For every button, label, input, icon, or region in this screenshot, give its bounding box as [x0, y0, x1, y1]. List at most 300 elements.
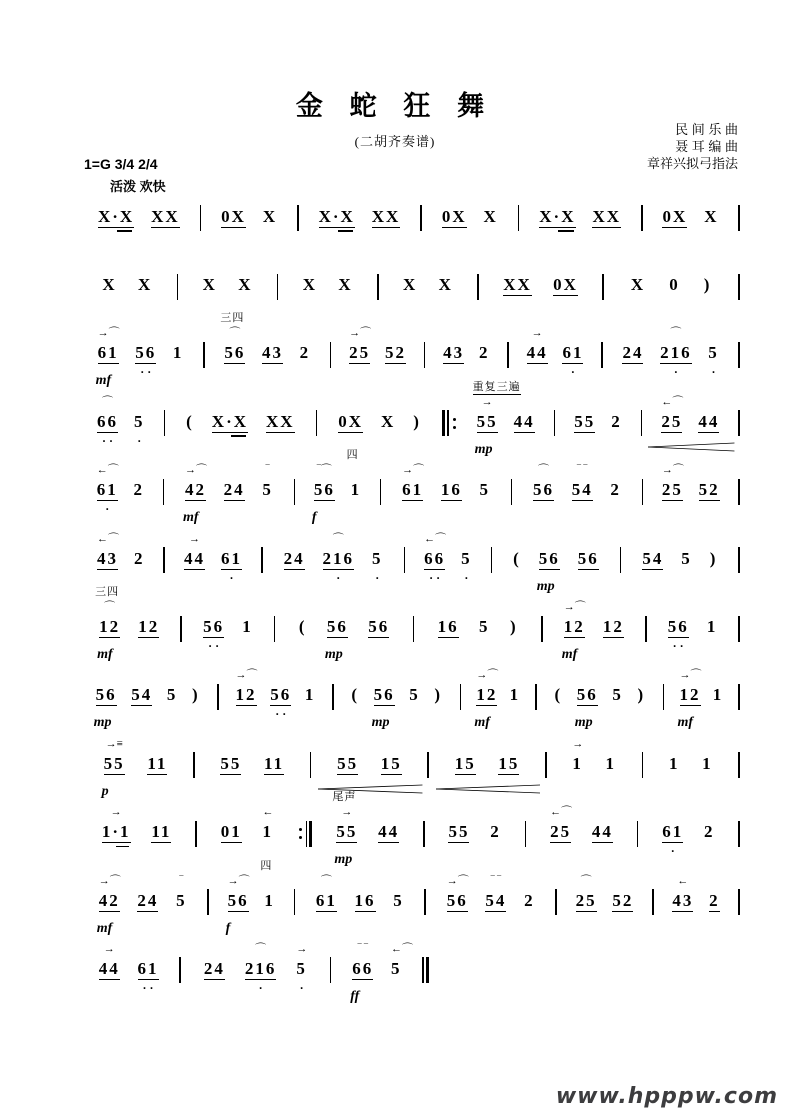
measure — [379, 275, 478, 298]
note-text: 56 — [667, 617, 689, 637]
note-text: 5 — [166, 685, 178, 705]
note-text: 5 — [391, 958, 402, 978]
note-text: 1 — [264, 890, 275, 910]
measure — [78, 942, 179, 995]
page-title: 金 蛇 狂 舞 — [295, 91, 495, 121]
note — [434, 685, 442, 708]
note — [514, 412, 535, 435]
note-text: 15 — [454, 753, 476, 773]
note — [479, 617, 490, 640]
note — [391, 942, 413, 982]
note — [203, 275, 217, 298]
barline — [738, 616, 740, 642]
note-text: 52 — [384, 343, 406, 363]
repeat-dot — [453, 418, 456, 421]
note-text: 1 — [605, 753, 617, 773]
octave-dots: · — [673, 365, 678, 380]
note-text: 54 — [131, 685, 153, 705]
note — [510, 617, 518, 640]
measure — [78, 327, 203, 389]
note — [238, 275, 252, 298]
note-text: XX — [266, 411, 295, 431]
measure — [78, 806, 195, 845]
note — [611, 412, 622, 435]
note-text: 5 — [393, 890, 404, 910]
measure — [197, 806, 297, 845]
note-text: 25 — [550, 822, 572, 842]
annotation: 四 — [346, 449, 359, 462]
note — [439, 275, 453, 298]
measure — [604, 275, 739, 298]
note-text: X — [704, 206, 719, 226]
note-text: 1 — [242, 617, 253, 637]
note — [660, 327, 692, 380]
note-text: 15 — [380, 753, 402, 773]
note-text: 61 — [221, 548, 243, 568]
note — [349, 327, 372, 366]
note-text: 5 — [681, 548, 692, 568]
note-text: 43 — [443, 343, 465, 363]
note — [461, 548, 472, 585]
note-text: X — [137, 275, 153, 295]
sixteenth-underline — [338, 230, 353, 232]
note — [592, 822, 613, 845]
measure — [178, 275, 277, 298]
note-text: X·X — [211, 411, 249, 431]
measure — [643, 464, 738, 503]
bowing-mark: ←⌒ — [391, 942, 413, 955]
note-text: 5 — [479, 617, 490, 637]
bowing-mark: ⌒ — [255, 942, 267, 955]
bowing-mark: ← — [262, 806, 274, 819]
measure — [165, 412, 316, 435]
note-text: ) — [637, 685, 646, 705]
octave-dots: · — [137, 433, 142, 448]
note-text: X·X — [318, 206, 355, 226]
dynamic-mark: ff — [350, 988, 360, 1004]
note — [424, 532, 447, 585]
note-text: 5 — [372, 548, 383, 568]
note-text: 0X — [338, 411, 364, 431]
measure — [479, 275, 602, 298]
measure — [78, 275, 177, 298]
note-text: 24 — [622, 343, 644, 363]
bowing-mark: ⌒ — [670, 327, 682, 340]
note — [102, 275, 116, 298]
note-text: 42 — [184, 480, 206, 500]
note-text: 44 — [184, 548, 206, 568]
bowing-mark: → — [110, 806, 122, 819]
bowing-mark: →⌒ — [563, 601, 586, 614]
note — [260, 859, 275, 914]
measure — [654, 874, 739, 914]
measure — [295, 874, 424, 914]
bowing-mark: →⌒ — [235, 669, 258, 682]
note-text: 0X — [553, 275, 578, 295]
note-text: 25 — [349, 343, 371, 363]
note-text: 52 — [698, 480, 720, 500]
note-text: 54 — [485, 890, 507, 910]
measure — [557, 874, 652, 914]
barline — [738, 410, 740, 436]
note-text: 24 — [283, 548, 305, 568]
note — [184, 532, 206, 572]
note — [351, 685, 359, 708]
note — [603, 617, 624, 640]
note — [138, 275, 152, 298]
note — [98, 942, 120, 982]
note-text: 2 — [524, 890, 535, 910]
note-text: 24 — [223, 480, 245, 500]
measure — [317, 412, 442, 435]
bowing-mark: →⌒ — [402, 464, 425, 477]
repeat-dot — [299, 828, 302, 831]
note-text: 5 — [134, 411, 145, 431]
measure — [164, 464, 293, 526]
note — [372, 207, 401, 230]
note-text: 25 — [661, 411, 683, 431]
note — [303, 275, 317, 298]
note — [662, 822, 684, 859]
bowing-mark: ←⌒ — [96, 532, 119, 545]
note-text: 2 — [299, 343, 311, 363]
measure — [381, 464, 510, 503]
octave-dots: · · — [429, 570, 441, 585]
note — [151, 207, 180, 230]
note-text: X — [630, 275, 646, 295]
dynamic-mark: mp — [536, 578, 555, 594]
note-text: X — [262, 206, 278, 226]
note — [526, 327, 548, 366]
note-text: 44 — [526, 343, 548, 363]
credit-line-source: 民 间 乐 曲 — [675, 122, 738, 137]
measure — [311, 754, 427, 777]
note — [133, 480, 144, 503]
note-text: 56 — [577, 548, 599, 568]
measure — [205, 312, 330, 366]
note-text: ) — [191, 685, 200, 705]
barline — [426, 957, 429, 983]
bowing-mark: ‾ — [265, 464, 270, 477]
note-text: X·X — [97, 206, 135, 226]
sixteenth-underline — [231, 435, 246, 437]
note-text: 2 — [704, 822, 715, 842]
note — [536, 548, 560, 594]
octave-dots: · · — [140, 365, 152, 380]
bowing-mark: → — [296, 942, 308, 955]
note — [661, 395, 684, 435]
note — [167, 685, 178, 708]
note — [704, 207, 718, 230]
note — [485, 874, 507, 914]
note — [661, 464, 684, 503]
note-text: 43 — [96, 548, 118, 568]
measure — [555, 412, 641, 435]
barline — [738, 342, 740, 368]
note — [97, 395, 118, 448]
bowing-mark: → — [481, 395, 493, 408]
annotation: 三四 — [95, 586, 120, 599]
note — [221, 822, 242, 845]
barline — [442, 410, 445, 436]
note — [220, 754, 241, 777]
repeat-dot — [299, 836, 302, 839]
note — [204, 959, 225, 982]
bowing-mark: ←⌒ — [550, 806, 573, 819]
note — [479, 343, 490, 366]
note-text: 12 — [679, 685, 701, 705]
note — [575, 874, 597, 914]
dynamic-mark: mf — [97, 647, 113, 663]
note-text: 55 — [220, 753, 242, 773]
note — [262, 464, 273, 503]
note — [561, 601, 586, 663]
note-text: 55 — [336, 822, 358, 842]
barline — [447, 410, 449, 436]
note-text: 2 — [133, 548, 145, 568]
measure — [422, 207, 518, 230]
note — [622, 343, 643, 366]
measure — [458, 380, 554, 457]
note-text: 43 — [672, 890, 694, 910]
note-text: 1 — [509, 685, 521, 705]
note-text: 5 — [461, 548, 472, 568]
note — [533, 464, 554, 503]
octave-dots: · · — [275, 707, 287, 722]
subtitle: (二胡齐奏谱) — [354, 134, 436, 149]
note-text: 56 — [533, 480, 554, 500]
measure — [543, 601, 645, 663]
measure — [519, 207, 641, 230]
note-text: X — [238, 275, 253, 295]
bowing-mark: ⌒ — [332, 532, 344, 545]
note-text: 61 — [315, 890, 337, 910]
bowing-mark: ⌒ — [102, 395, 113, 408]
note — [438, 617, 459, 640]
note — [137, 891, 158, 914]
measure — [182, 617, 274, 654]
note-text: X — [403, 275, 418, 295]
note — [669, 754, 680, 777]
dynamic-mark: mf — [677, 715, 694, 731]
note-text: 0X — [441, 206, 467, 226]
note-text: 2 — [611, 411, 622, 431]
dynamic-mark: mp — [474, 441, 493, 457]
note-text: 25 — [661, 480, 683, 500]
note-text: 5 — [262, 480, 273, 500]
note-text: XX — [371, 206, 401, 226]
note — [101, 737, 125, 799]
octave-dots: · — [336, 570, 341, 585]
note-text: 55 — [103, 753, 125, 773]
note — [346, 449, 362, 503]
note — [192, 685, 200, 708]
bowing-mark: ← — [677, 874, 689, 887]
score-line — [78, 184, 740, 252]
note-text: ) — [434, 685, 442, 705]
note — [299, 617, 307, 640]
note — [266, 412, 295, 435]
note-text: 55 — [574, 411, 596, 431]
barline — [738, 547, 740, 573]
score-line — [78, 252, 740, 320]
note — [98, 207, 134, 230]
note-text: 44 — [98, 958, 120, 978]
watermark: www.hpppw.com — [555, 1084, 778, 1109]
measure — [195, 754, 310, 777]
note — [677, 669, 702, 731]
measure — [78, 532, 163, 572]
note-text: XX — [592, 206, 622, 226]
octave-dots: · — [464, 570, 469, 585]
score — [78, 184, 740, 1005]
note — [472, 380, 521, 457]
measure — [429, 754, 545, 777]
note-text: 61 — [402, 480, 424, 500]
note — [710, 549, 718, 572]
score-line — [78, 526, 740, 594]
measure — [78, 685, 217, 731]
note-text: 1 — [706, 617, 718, 637]
note — [402, 464, 425, 503]
note — [455, 754, 476, 777]
note-text: 2 — [610, 480, 621, 500]
note-text: 56 — [227, 890, 249, 910]
note — [203, 617, 225, 654]
note-text: 55 — [476, 411, 498, 431]
note-text: 56 — [203, 617, 225, 637]
note-text: X — [483, 206, 498, 226]
octave-dots: · · — [672, 639, 684, 654]
note-text: 0X — [662, 206, 688, 226]
note-text: 11 — [264, 753, 285, 773]
end-repeat-barline — [297, 821, 313, 847]
note-text: 56 — [95, 685, 117, 705]
sixteenth-underline — [558, 230, 573, 232]
measure — [603, 327, 739, 380]
barline — [738, 684, 740, 710]
note-text: 24 — [137, 890, 159, 910]
barline — [422, 957, 424, 983]
note-text: 55 — [448, 822, 470, 842]
dynamic-mark: mp — [371, 715, 390, 731]
repeat-dots — [453, 418, 456, 429]
note — [372, 548, 383, 585]
score-line — [78, 586, 740, 663]
note — [296, 942, 308, 995]
measure — [334, 685, 460, 731]
sixteenth-underline — [117, 230, 132, 232]
measure — [299, 207, 421, 230]
barline — [306, 821, 308, 847]
bowing-mark: ‾ ‾ — [490, 874, 501, 887]
measure — [414, 617, 541, 640]
note — [224, 480, 245, 503]
note — [503, 275, 532, 298]
note — [446, 874, 469, 914]
note-text: 66 — [352, 958, 374, 978]
measure — [275, 617, 412, 663]
measure — [664, 669, 738, 731]
note-text: 1 — [304, 685, 316, 705]
crescendo-hairpin — [648, 442, 734, 452]
note — [498, 754, 519, 777]
measure — [512, 464, 641, 503]
note-text: 216 — [244, 958, 277, 978]
note-text: 61 — [137, 958, 159, 978]
note — [713, 685, 724, 708]
note-text: 56 — [538, 548, 560, 568]
note — [381, 754, 402, 777]
note — [225, 874, 250, 936]
note-text: 61 — [97, 343, 119, 363]
credit-line-fingering: 章祥兴拟弓指法 — [646, 156, 738, 171]
dynamic-mark: mp — [574, 715, 593, 731]
dynamic-mark: mf — [182, 510, 199, 526]
note — [637, 685, 645, 708]
note — [311, 464, 335, 526]
note-text: X·X — [539, 206, 576, 226]
note — [443, 343, 464, 366]
note-text: 56 — [135, 343, 157, 363]
note — [350, 942, 374, 1004]
note — [96, 874, 121, 936]
measure — [331, 942, 422, 1004]
note — [699, 480, 720, 503]
note-text: 56 — [270, 685, 292, 705]
credit-line-arranger: 聂 耳 编 曲 — [675, 139, 738, 154]
note — [409, 685, 420, 708]
annotation: 重复三遍 — [472, 380, 521, 393]
note — [235, 669, 258, 708]
score-line — [78, 663, 740, 731]
key-signature: 1=G 3/4 2/4 — [84, 156, 158, 172]
note-text: 1 — [572, 753, 583, 773]
bowing-mark: ←⌒ — [661, 395, 684, 408]
note-text: 0X — [221, 206, 246, 226]
note-text: XX — [151, 206, 180, 226]
note-text: 43 — [261, 343, 283, 363]
note — [698, 412, 719, 435]
final-barline — [422, 957, 429, 983]
note — [147, 754, 167, 777]
note — [186, 412, 194, 435]
note — [378, 822, 399, 845]
note — [284, 549, 305, 572]
note-text: ( — [298, 617, 307, 637]
bowing-mark: ‾ ‾ — [357, 942, 368, 955]
note — [151, 822, 171, 845]
bowing-mark: →⌒ — [184, 464, 207, 477]
note-text: 61 — [96, 480, 118, 500]
note-text: 01 — [220, 822, 242, 842]
note-text: 42 — [98, 890, 120, 910]
note — [610, 480, 621, 503]
octave-dots: · — [105, 502, 110, 517]
note — [393, 891, 404, 914]
note-text: 66 — [424, 548, 446, 568]
bowing-mark: →⌒ — [476, 669, 499, 682]
note-text: 44 — [378, 822, 400, 842]
note-text: 56 — [313, 480, 335, 500]
note-text: ) — [709, 548, 718, 568]
note-text: 54 — [642, 548, 664, 568]
note-text: X — [102, 275, 117, 295]
measure — [219, 669, 332, 722]
barline — [738, 821, 740, 847]
note-text: 56 — [224, 343, 246, 363]
note — [385, 343, 406, 366]
